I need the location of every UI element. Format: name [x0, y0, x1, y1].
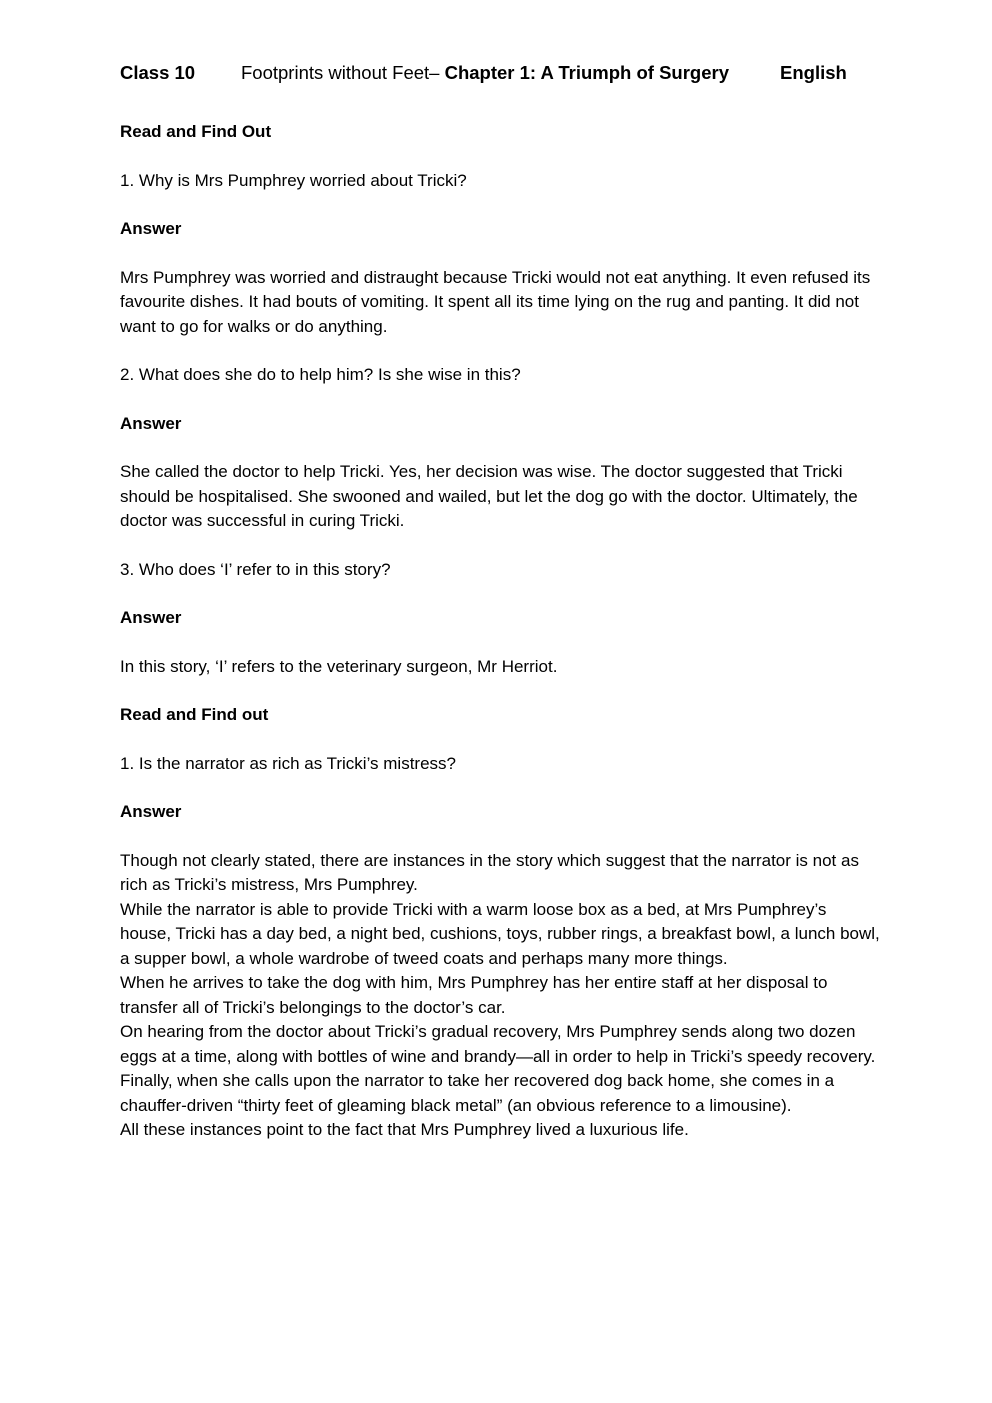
answer-text-block: [120, 849, 880, 1143]
answer-text: In this story, ‘I’ refers to the veterinary surgeon, Mr Herriot.: [120, 656, 558, 676]
answer-label: Answer: [120, 413, 182, 433]
answer-paragraph: When he arrives to take the dog with him, Mrs Pumphrey has her entire staff at her disposal to transfer all of Tricki’s belongings to the doctor’s car.: [120, 973, 828, 1017]
question: 3. Who does ‘I’ refer to in this story?: [120, 559, 391, 579]
subject-label: English: [780, 62, 847, 83]
answer-label: Answer: [120, 608, 182, 627]
question: 1. Is the narrator as rich as Tricki’s mistress?: [120, 753, 457, 773]
answer-text: Mrs Pumphrey was worried and distraught because Tricki would not eat anything. It even refused its favourite dishes. It had bouts of vomiting. It spent all its time lying on the rug and panting. It did not want to go for walks or do anything.: [120, 267, 871, 336]
section-heading: Read and Find Out: [120, 122, 272, 141]
answer-paragraph: Finally, when she calls upon the narrator to take her recovered dog back home, she comes in a chauffer-driven “thirty feet of gleaming black metal” (an obvious reference to a limousine).: [120, 1071, 835, 1115]
class-label: Class 10: [120, 62, 196, 83]
answer-label: Answer: [120, 802, 182, 821]
question: 1. Why is Mrs Pumphrey worried about Tricki?: [120, 170, 467, 190]
book-title: Footprints without Feet–: [241, 62, 440, 83]
document-body: [120, 120, 880, 1167]
answer-paragraph: All these instances point to the fact that Mrs Pumphrey lived a luxurious life.: [120, 1120, 689, 1139]
answer-paragraph: While the narrator is able to provide Tricki with a warm loose box as a bed, at Mrs Pumphrey’s house, Tricki has a day bed, a night bed, cushions, toys, rubber rings, a breakfast bowl, a lunch bowl, a supper bowl, a whole wardrobe of tweed coats and perhaps many more things.: [120, 899, 880, 968]
answer-label: Answer: [120, 219, 182, 238]
question: 2. What does she do to help him? Is she wise in this?: [120, 365, 521, 384]
section-heading: Read and Find out: [120, 705, 269, 724]
chapter-title: Chapter 1: A Triumph of Surgery: [439, 62, 729, 83]
answer-text: She called the doctor to help Tricki. Yes, her decision was wise. The doctor suggested that Tricki should be hospitalised. She swooned and wailed, but let the dog go with the doctor. Ultimately, the doctor was successful in curing Tricki.: [120, 462, 858, 530]
answer-paragraph: On hearing from the doctor about Tricki’s gradual recovery, Mrs Pumphrey sends along two dozen eggs at a time, along with bottles of wine and brandy—all in order to help in Tricki’s speedy recovery.: [120, 1022, 876, 1066]
book-chapter-title: [241, 60, 729, 86]
answer-paragraph: Though not clearly stated, there are instances in the story which suggest that the narrator is not as rich as Tricki’s mistress, Mrs Pumphrey.: [120, 850, 859, 894]
